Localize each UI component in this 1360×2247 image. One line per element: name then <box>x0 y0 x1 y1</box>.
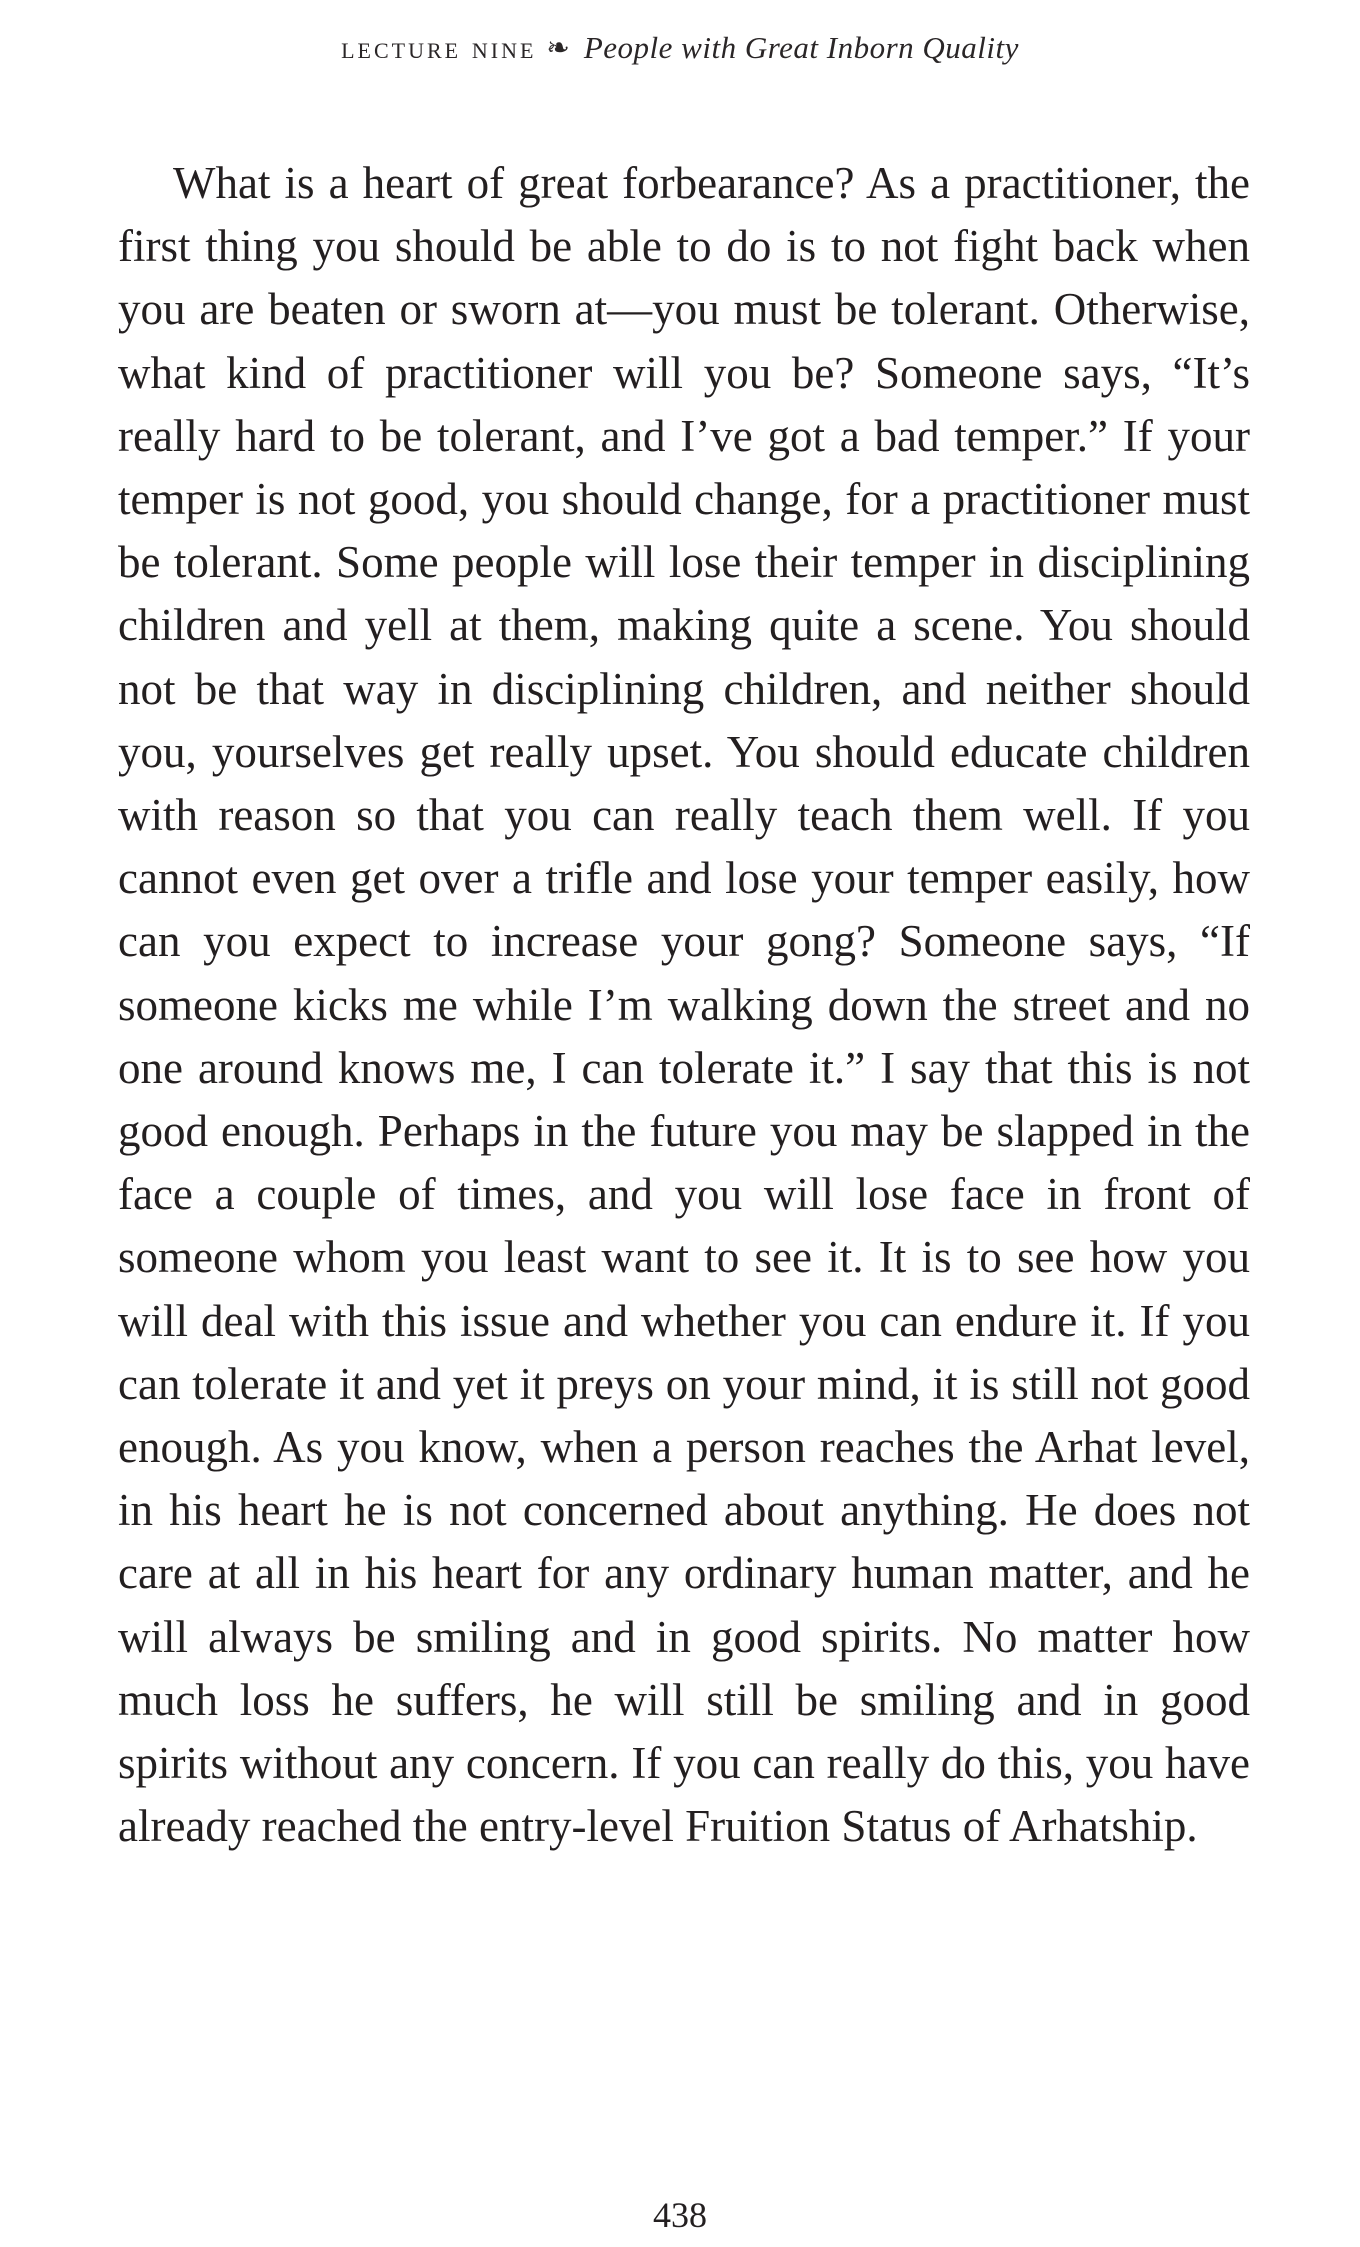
body-paragraph: What is a heart of great forbearance? As a practitioner, the first thing you should be able to do is to not fight back when you are beaten or sworn at—you must be tolerant. Otherwise, what kind of practitioner will you be? Someone says, “It’s really hard to be tolerant, and I’ve got a bad temper.” If your temper is not good, you should change, for a practitioner must be tolerant. Some people will lose their temper in disciplining children and yell at them, making quite a scene. You should not be that way in disciplining children, and neither should you, yourselves get really upset. You should educate children with reason so that you can really teach them well. If you cannot even get over a trifle and lose your temper easily, how can you expect to increase your gong? Someone says, “If someone kicks me while I’m walking down the street and no one around knows me, I can tolerate it.” I say that this is not good enough. Perhaps in the future you may be slapped in the face a couple of times, and you will lose face in front of someone whom you least want to see it. It is to see how you will deal with this issue and whether you can endure it. If you can tolerate it and yet it preys on your mind, it is still not good enough. As you know, when a person reaches the Arhat level, in his heart he is not concerned about anything. He does not care at all in his heart for any ordinary human matter, and he will always be smiling and in good spirits. No matter how much loss he suffers, he will still be smiling and in good spirits without any concern. If you can really do this, you have already reached the entry-level Fruition Status of Arhatship. <box>118 158 1250 1852</box>
chapter-title: lecture nine <box>341 30 537 65</box>
section-title: People with Great Inborn Quality <box>583 30 1019 65</box>
page-number: 438 <box>653 2195 707 2235</box>
leaf-ornament-icon: ❧ <box>546 33 570 64</box>
running-header <box>0 28 1360 69</box>
